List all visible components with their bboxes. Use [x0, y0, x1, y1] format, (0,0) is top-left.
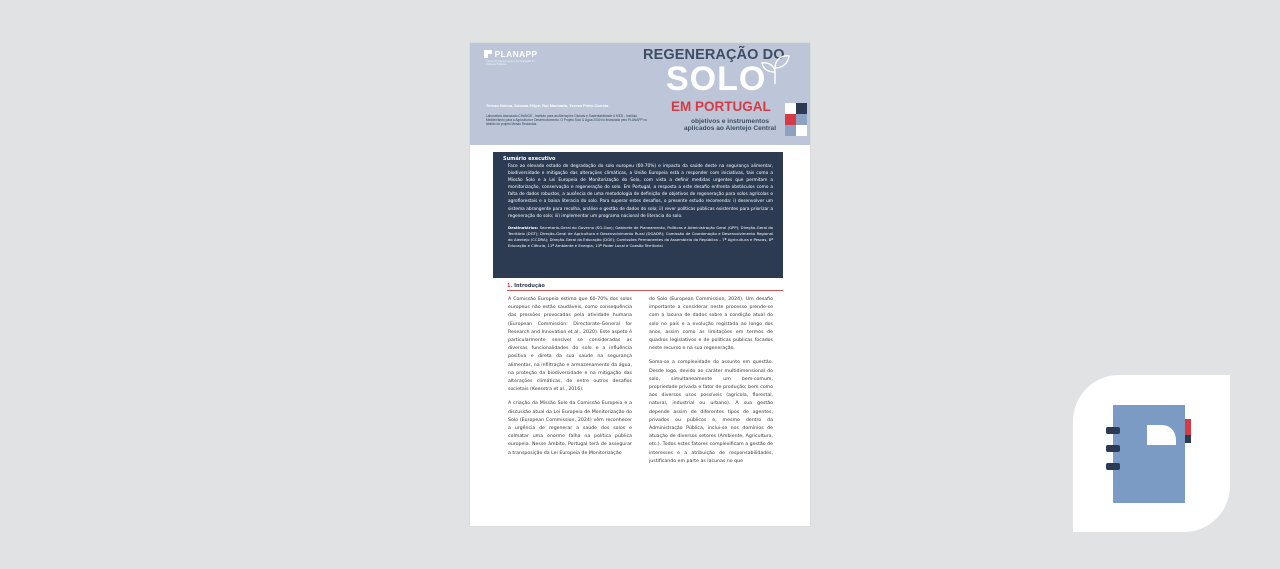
text-column-left	[508, 296, 632, 464]
square	[796, 125, 807, 136]
paragraph: Soma-se a complexidade do assunto em questão. Desde logo, devido ao caráter multidimensional do solo, simultaneamente um bem-comum, propriedade privada e fator de produção; bem como aos diversos usos possíveis (agrícola, florestal, natural, industrial ou urbano). A sua gestão depende assim de diferentes tipos de agentes, privados ou públicos e, mesmo dentro da Administração Pública, inclui-se nos domínios de atuação de diversos setores (Ambiente, Agricultura, etc.). Todos estes fatores complexificam a gestão de interesses e a atribuição de responsabilidades, justificando em parte as lacunas no que	[649, 360, 773, 464]
summary-title: Sumário executivo	[503, 156, 556, 162]
square	[785, 125, 796, 136]
paragraph: do Solo (European Commission, 2024). Um desafio importante a considerar neste processo prende-se com a lacuna de dados sobre a condição atual do solo no país e a evolução registada ao longo dos anos, assim como as limitações em termos de quadros legislativos e de políticas públicas focados neste recurso e na sua regeneração.	[649, 297, 773, 352]
title-line-2: SOLO	[666, 60, 767, 98]
planapp-logo-icon	[484, 50, 492, 58]
paragraph: A criação da Missão Solo da Comissão Europeia e a discussão atual da Lei Europeia de Monitorização do Solo (European Commission, 2024) vêm reconhecer a urgência de regenerar a saúde dos solos e colmatar uma enorme falha na política pública europeia. Nesse âmbito, Portugal terá de assegurar a transposição da Lei Europeia de Monitorização	[508, 401, 632, 456]
logo-tagline: Centro de Planeamento e de Avaliação de Políticas Públicas	[486, 60, 535, 66]
subtitle: objetivos e instrumentos aplicados ao Alentejo Central	[683, 118, 777, 132]
summary-recipients	[503, 225, 773, 249]
notebook-icon	[1073, 375, 1230, 532]
section-heading	[507, 283, 783, 291]
square	[785, 103, 796, 114]
decorative-squares	[785, 103, 809, 141]
paragraph: A Comissão Europeia estima que 60-70% dos solos europeus não estão saudáveis, como consequência das pressões provocadas pela atividade humana (European Commission: Directorate-General for Research and Innovation et al., 2020). Este aspeto é particularmente sensível se consideradas as diversas funcionalidades do solo e a influência positiva e direta da sua saúde na segurança alimentar, na infiltração e armazenamento da água, na proteção da biodiversidade e na mitigação das alterações climáticas, de entre outros desafios societais (Keesstra et al., 2016).	[508, 297, 632, 393]
square	[785, 114, 796, 125]
title-line-3: EM PORTUGAL	[671, 99, 771, 114]
section-title: Introdução	[514, 283, 545, 289]
sprout-icon	[758, 51, 792, 85]
executive-summary	[493, 152, 783, 278]
recipients-label: Destinatários:	[508, 224, 539, 230]
cover-banner	[470, 43, 810, 145]
square	[796, 114, 807, 125]
recipients-text: Secretaria-Geral do Governo (SG-Gov); Gabinete de Planeamento, Políticas e Administração Geral (GPP); Direção-Geral do Território (DGT); Direção-Geral de Agricultura e Desenvolvimento Rural (DGADR); Comissão de Coordenação e Desenvolvimento Regional do Alentejo (CCDRA); Direção-Geral da Educação (DGE); Comissões Permanentes da Assembleia da República – 7ª Agricultura e Pescas, 8ª Educação e Ciência, 11ª Ambiente e Energia, 13ª Poder Local e Coesão Territorial	[508, 224, 773, 248]
title-line-1: REGENERAÇÃO DO	[643, 47, 785, 63]
text-column-right	[649, 296, 773, 472]
planapp-logo: PLANAPP	[484, 49, 537, 59]
document-page	[470, 43, 810, 526]
authors: Teresa Nóvoa, Susana Filipe, Rui Machado, Teresa Pinto-Correia	[486, 103, 609, 108]
affiliation: Laboratório Associado CHANGE - Instituto para as Alterações Globais e Sustentabilidade & MED - Instituto Mediterrâneo para a Agricultura e Desenvolvimento. O Projeto Solo & Água 2030 foi financiado pelo PLANAPP no âmbito do projeto Mesas Redondas	[486, 114, 648, 126]
section-number: 1.	[507, 283, 513, 289]
summary-body: Face ao elevado estado de degradação do solo europeu (60-70%) e impacto da saúde deste na segurança alimentar, biodiversidade e mitigação das alterações climáticas, a União Europeia está a responder com iniciativas, tais como a Missão Solo e a Lei Europeia de Monitorização do Solo, com vista a definir medidas urgentes que permitam a monitorização, conservação e regeneração do solo. Em Portugal, a resposta a este desafio enfrenta obstáculos como a falta de dados robustos, a ausência de uma metodologia de definição de objetivos de regeneração para solos agrícolas e agroflorestais e a baixa literacia do solo. Para superar estes desafios, o presente estudo recomenda: i) desenvolver um sistema abrangente para recolha, análise e gestão de dados do solo; ii) rever políticas públicas existentes para priorizar a regeneração do solo; iii) implementar um programa nacional de literacia do solo.	[508, 164, 773, 219]
square	[796, 103, 807, 114]
document-type-badge	[1073, 375, 1230, 532]
